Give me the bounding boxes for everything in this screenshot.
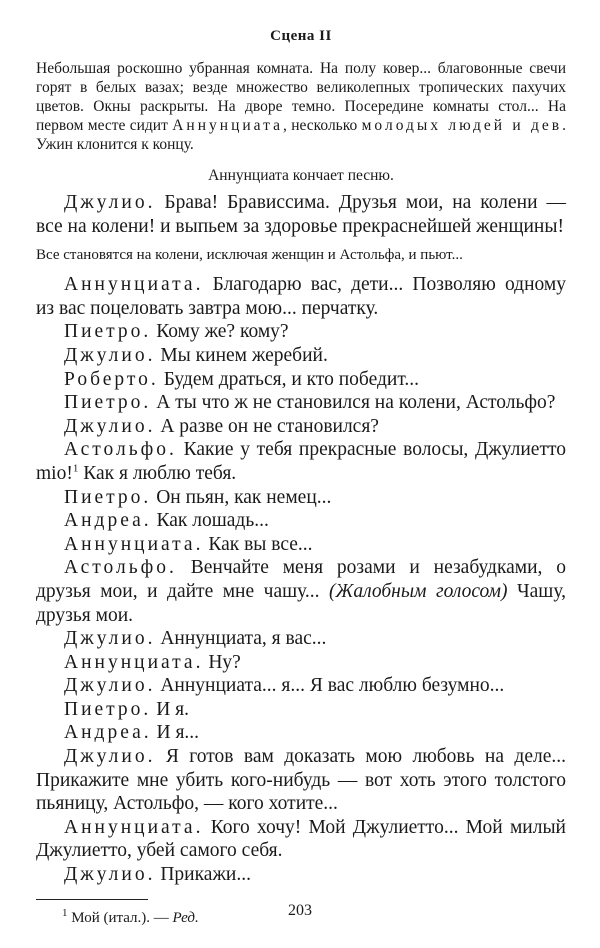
speech-text: Будем драться, и кто победит... [158, 368, 420, 390]
dialogue-line [36, 391, 566, 415]
speech-text: Прикажи... [155, 864, 251, 886]
speech-text: Ну? [203, 651, 241, 673]
dialogue-line [36, 745, 566, 816]
speech-text: Брава! Брависсима. Друзья мои, на колени — все на колени! и выпьем за здоровье прекраснейшей женщины! [36, 192, 566, 237]
footnote-text: Мой (итал.). — [67, 909, 173, 926]
speaker-name: Андреа. [64, 510, 152, 532]
speaker-name: Аннунциата. [64, 274, 204, 296]
dialogue-line [36, 533, 566, 557]
book-page [36, 28, 566, 927]
speech-text: Венчайте меня розами и незабудками, о друзья мои, и дайте мне чашу... [36, 557, 566, 602]
speech-text: Как я люблю тебя. [78, 462, 237, 484]
dialogue-line [36, 368, 566, 392]
speech-text: Как вы все... [203, 533, 313, 555]
speaker-name: Аннунциата. [64, 816, 204, 838]
stage-direction-text: . Ужин клонится к концу. [36, 117, 567, 153]
speech-text: Благодарю вас, дети... Позволяю одному из вас поцеловать завтра мою... перчатку. [36, 274, 566, 319]
footnote-divider [36, 899, 148, 900]
speech-text: Кого хочу! Мой Джулиетто... Мой милый Джулиетто, убей самого себя. [36, 816, 566, 862]
dialogue-line [36, 627, 566, 651]
dialogue-line [36, 273, 566, 320]
speaker-name: Пиетро. [64, 698, 152, 720]
dialogue-line [36, 191, 566, 238]
stage-direction-text: , несколько [282, 117, 362, 134]
speaker-name: Джулио. [64, 864, 156, 886]
dialogue-line [36, 721, 566, 745]
dialogue-line [36, 674, 566, 698]
dialogue-line [36, 320, 566, 344]
footnote-mark: 1 [62, 906, 68, 919]
speaker-name: Астольфо. [64, 557, 177, 579]
speech-text: Я готов вам доказать мою любовь на деле... Прикажите мне убить кого-нибудь — вот хоть этого толстого пьяницу, Астольфо, — кого хотите... [36, 746, 566, 815]
stage-remark-italic: (Жалобным голосом) [329, 580, 508, 602]
speech-text: Чашу, друзья мои. [36, 580, 566, 626]
stage-direction [36, 59, 566, 154]
dialogue-line [36, 816, 566, 863]
speaker-name: Астольфо. [64, 439, 177, 461]
speech-text: Аннунциата, я вас... [155, 628, 327, 650]
page-number: 203 [288, 902, 312, 919]
stage-direction-text: Небольшая роскошно убранная комната. На полу ковер... благовонные свечи горят в белых вазах; везде множество великолепных тропических пахучих цветов. Окны раскрыты. На дворе темно. Посередине комнаты стол... На первом месте сидит [36, 60, 566, 134]
speaker-name: Аннунциата. [64, 533, 204, 555]
speech-text: Кому же? кому? [151, 321, 289, 343]
dialogue-line [36, 486, 566, 510]
speaker-name: Джулио. [64, 344, 156, 366]
speech-text: Какие у тебя прекрасные волосы, Джулиетто mio! [36, 439, 566, 484]
speaker-name: Пиетро. [64, 392, 152, 414]
stage-direction-song: Аннунциата кончает песню. [208, 167, 394, 184]
speaker-name: Роберто. [64, 368, 159, 390]
speech-text: Аннунциата... я... Я вас люблю безумно... [155, 675, 505, 697]
stage-direction-spaced: молодых людей и дев [361, 117, 563, 134]
speaker-name: Джулио. [64, 628, 156, 650]
stage-direction-annunziata: Аннунциата [172, 117, 283, 134]
scene-title: Сцена II [270, 28, 332, 44]
speech-text: Мы кинем жеребий. [155, 344, 328, 366]
speaker-name: Джулио. [64, 746, 156, 768]
dialogue-line [36, 698, 566, 722]
speech-text: И я. [151, 698, 189, 720]
dialogue-line [36, 415, 566, 439]
footnote-reference[interactable]: 1 [72, 462, 79, 475]
speaker-name: Пиетро. [64, 486, 152, 508]
speech-text: И я... [151, 722, 200, 744]
speaker-name: Джулио. [64, 415, 156, 437]
speaker-name: Пиетро. [64, 321, 152, 343]
dialogue-line [36, 509, 566, 533]
dialogue-line [36, 863, 566, 887]
speech-text: Как лошадь... [151, 510, 269, 532]
speech-text: Он пьян, как немец... [151, 486, 332, 508]
dialogue-line [36, 651, 566, 675]
dialogue-line [36, 438, 566, 485]
speaker-name: Джулио. [64, 192, 156, 213]
speaker-name: Аннунциата. [64, 651, 204, 673]
dialogue-line [36, 344, 566, 368]
speaker-name: Джулио. [64, 675, 156, 697]
speaker-name: Андреа. [64, 722, 152, 744]
speech-text: А разве он не становился? [155, 415, 379, 437]
stage-direction-kneel: Все становятся на колени, исключая женщин и Астольфа, и пьют... [36, 247, 463, 264]
speech-text: А ты что ж не становился на колени, Астольфо? [151, 392, 556, 414]
dialogue-line [36, 556, 566, 627]
footnote-editor: Ред. [172, 909, 199, 926]
